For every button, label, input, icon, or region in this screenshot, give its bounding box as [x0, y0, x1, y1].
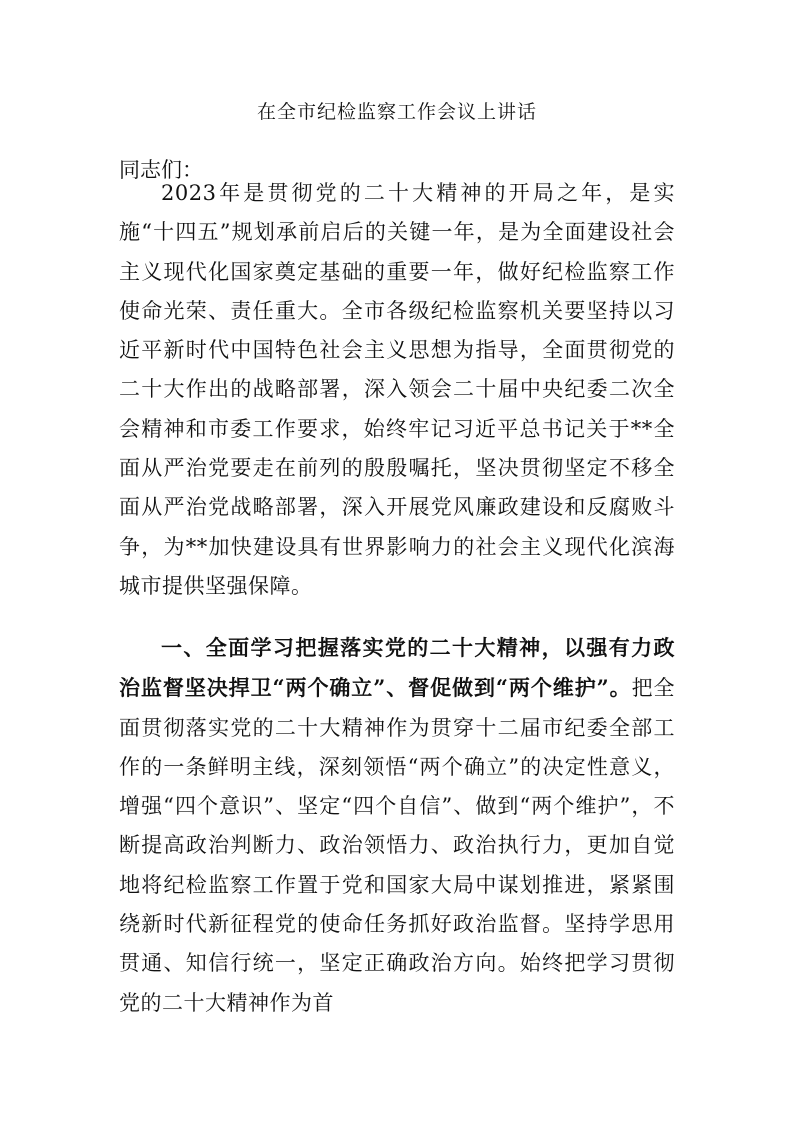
paragraph-intro: [119, 174, 675, 606]
paragraph-section-one: [119, 628, 675, 1023]
salutation: 同志们：: [119, 158, 203, 182]
section-heading: 一、全面学习把握落实党的二十大精神，以强有力政治监督坚决捍卫“两个确立”、督促做到“两个维护”。: [119, 635, 675, 701]
document-title: 在全市纪检监察工作会议上讲话: [256, 101, 537, 123]
section-body-text: 把全面贯彻落实党的二十大精神作为贯穿十二届市纪委全部工作的一条鲜明主线，深刻领悟“两个确立”的决定性意义，增强“四个意识”、坚定“四个自信”、做到“两个维护”，不断提高政治判断力、政治领悟力、政治执行力，更加自觉地将纪检监察工作置于党和国家大局中谋划推进，紧紧围绕新时代新征程党的使命任务抓好政治监督。坚持学思用贯通、知信行统一，坚定正确政治方向。始终把学习贯彻党的二十大精神作为首: [119, 676, 675, 1015]
paragraph-intro-text: 2023年是贯彻党的二十大精神的开局之年，是实施“十四五”规划承前启后的关键一年，是为全面建设社会主义现代化国家奠定基础的重要一年，做好纪检监察工作使命光荣、责任重大。全市各级纪检监察机关要坚持以习近平新时代中国特色社会主义思想为指导，全面贯彻党的二十大作出的战略部署，深入领会二十届中央纪委二次全会精神和市委工作要求，始终牢记习近平总书记关于**全面从严治党要走在前列的殷殷嘱托，坚决贯彻坚定不移全面从严治党战略部署，深入开展党风廉政建设和反腐败斗争，为**加快建设具有世界影响力的社会主义现代化滨海城市提供坚强保障。: [119, 181, 675, 598]
